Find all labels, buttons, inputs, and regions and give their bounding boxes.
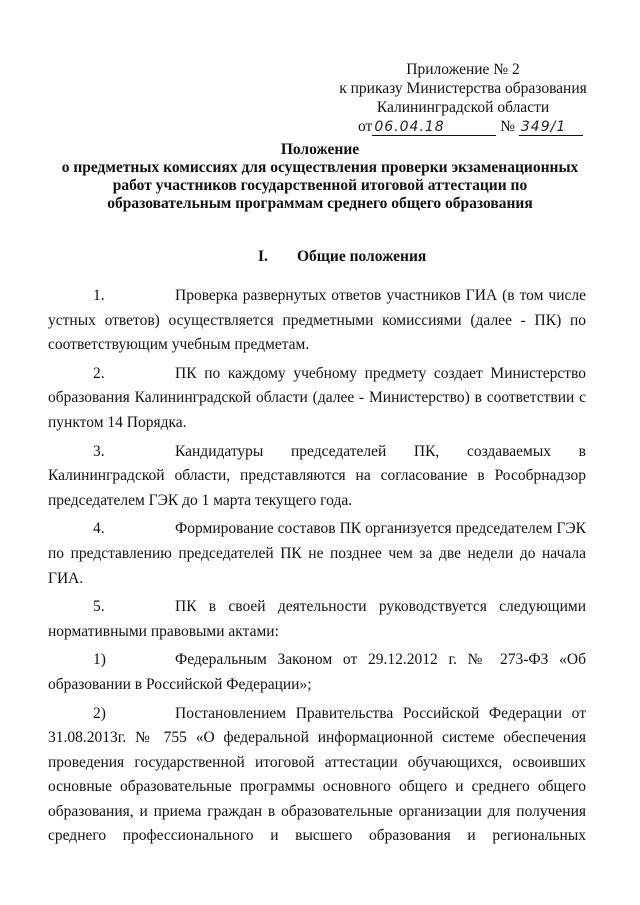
number-prefix: № bbox=[500, 118, 515, 135]
title-line-4: образовательным программам среднего общего образования bbox=[107, 195, 533, 212]
order-number-field bbox=[519, 119, 583, 136]
order-number-handwritten: 349/1 bbox=[520, 119, 567, 135]
appendix-header bbox=[338, 60, 588, 136]
document-title bbox=[30, 141, 610, 213]
list-item-text: Федеральным Законом от 29.12.2012 г. № 273-ФЗ «Об образовании в Российской Федерации»; bbox=[48, 651, 586, 693]
paragraph-2 bbox=[48, 362, 586, 436]
list-item-label: 2) bbox=[93, 704, 106, 722]
paragraph-label: 2. bbox=[93, 364, 105, 382]
list-item-1 bbox=[48, 648, 586, 697]
list-item-label: 1) bbox=[93, 651, 106, 669]
paragraph-text: ПК по каждому учебному предмету создает Министерство образования Калининградской области (далее - Министерство) в соответствии с пунктом 14 Порядка. bbox=[48, 364, 586, 431]
document-body bbox=[48, 284, 586, 849]
paragraph-text: Формирование составов ПК организуется председателем ГЭК по представлению председателей ПК не позднее чем за две недели до начала ГИА. bbox=[48, 520, 586, 587]
date-prefix: от bbox=[358, 118, 373, 135]
paragraph-label: 1. bbox=[93, 287, 105, 304]
paragraph-5 bbox=[48, 595, 586, 644]
title-line-2: о предметных комиссиях для осуществления проверки экзаменационных bbox=[61, 159, 579, 176]
title-line-3: работ участников государственной итоговой аттестации по bbox=[112, 177, 528, 194]
order-date-number bbox=[358, 117, 588, 136]
paragraph-label: 5. bbox=[93, 598, 105, 616]
appendix-number: Приложение № 2 bbox=[406, 61, 520, 78]
paragraph-label: 3. bbox=[93, 442, 105, 460]
paragraph-4 bbox=[48, 517, 586, 591]
title-line-1: Положение bbox=[280, 141, 360, 158]
paragraph-1 bbox=[48, 284, 586, 358]
appendix-region: Калининградской области bbox=[376, 99, 550, 116]
order-date-field bbox=[372, 119, 496, 136]
list-item-text: Постановлением Правительства Российской Федерации от 31.08.2013г. № 755 «О федеральной информационной системе обеспечения проведения государственной итоговой аттестации обучающихся, освоивших основные образовательные программы основного общего и среднего общего образования, и приема граждан в образовательные организации для получения среднего профессионального и высшего образования и региональных bbox=[48, 704, 586, 845]
section-name: Общие положения bbox=[297, 248, 427, 265]
paragraph-text: Проверка развернутых ответов участников ГИА (в том числе устных ответов) осуществляется предметными комиссиями (далее - ПК) по соответствующим учебным предметам. bbox=[48, 287, 586, 354]
paragraph-text: ПК в своей деятельности руководствуется следующими нормативными правовыми актами: bbox=[48, 598, 586, 640]
appendix-order-ref: к приказу Министерства образования bbox=[339, 80, 587, 97]
section-number: I. bbox=[258, 248, 268, 265]
paragraph-3 bbox=[48, 440, 586, 514]
list-item-2 bbox=[48, 702, 586, 850]
paragraph-label: 4. bbox=[93, 520, 105, 538]
paragraph-text: Кандидатуры председателей ПК, создаваемых в Калининградской области, представляются на согласование в Рособрнадзор председателем ГЭК до 1 марта текущего года. bbox=[48, 442, 586, 509]
order-date-handwritten: 06.04.18 bbox=[374, 119, 445, 135]
